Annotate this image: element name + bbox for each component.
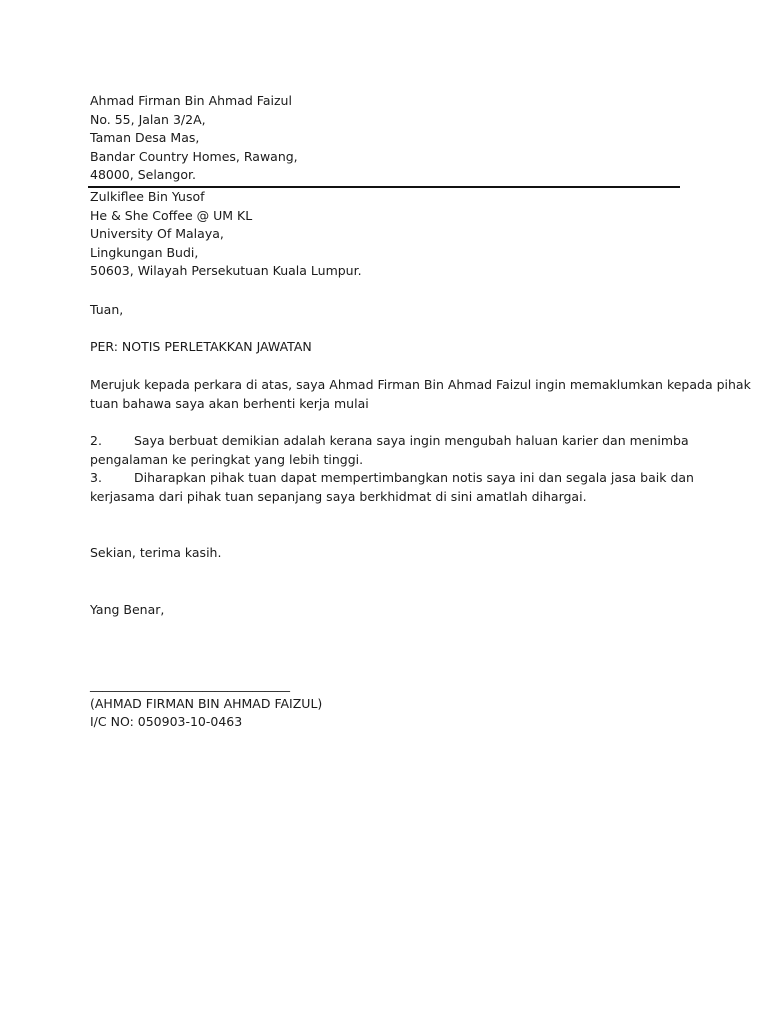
paragraph-1 — [90, 376, 751, 413]
recipient-name: Zulkiflee Bin Yusof — [90, 189, 205, 204]
paragraph-line: pengalaman ke peringkat yang lebih tinggi. — [90, 451, 364, 467]
sender-address-line: Bandar Country Homes, Rawang, — [90, 148, 298, 164]
paragraph-line: kerjasama dari pihak tuan sepanjang saya berkhidmat di sini amatlah dihargai. — [90, 488, 587, 504]
item-number: 3. — [90, 470, 102, 486]
closing-text: Sekian, terima kasih. — [90, 545, 222, 560]
subject-text: PER: NOTIS PERLETAKKAN JAWATAN — [90, 339, 312, 354]
closing — [90, 544, 680, 563]
signature-block — [90, 676, 680, 732]
signoff-text: Yang Benar, — [90, 602, 165, 617]
numbered-paragraphs — [90, 432, 694, 506]
paragraph-line: tuan bahawa saya akan berhenti kerja mulai — [90, 395, 369, 411]
salutation-text: Tuan, — [90, 302, 124, 317]
paragraph-line: Saya berbuat demikian adalah kerana saya ingin mengubah haluan karier dan menimba — [134, 433, 689, 448]
sender-address-line: No. 55, Jalan 3/2A, — [90, 111, 206, 127]
sender-address — [90, 92, 680, 185]
numbered-item-3 — [90, 469, 694, 488]
sender-address-line: Taman Desa Mas, — [90, 130, 200, 146]
subject-line — [90, 338, 680, 357]
signatory-name: (AHMAD FIRMAN BIN AHMAD FAIZUL) — [90, 695, 323, 711]
salutation — [90, 301, 680, 320]
recipient-address-line: Lingkungan Budi, — [90, 244, 199, 260]
signoff — [90, 601, 680, 620]
recipient-address-line: He & She Coffee @ UM KL — [90, 207, 253, 223]
sender-name: Ahmad Firman Bin Ahmad Faizul — [90, 93, 292, 108]
sender-address-line: 48000, Selangor. — [90, 167, 196, 183]
signature-line: ________________________________ — [90, 677, 290, 692]
paragraph-line: Merujuk kepada perkara di atas, saya Ahmad Firman Bin Ahmad Faizul ingin memaklumkan kepada pihak — [90, 377, 751, 392]
numbered-item-2 — [90, 432, 689, 451]
recipient-address-line: University Of Malaya, — [90, 226, 224, 242]
recipient-address-line: 50603, Wilayah Persekutuan Kuala Lumpur. — [90, 263, 362, 279]
ic-number: I/C NO: 050903-10-0463 — [90, 714, 243, 730]
item-number: 2. — [90, 433, 102, 448]
paragraph-line: Diharapkan pihak tuan dapat mempertimbangkan notis saya ini dan segala jasa baik dan — [134, 470, 694, 486]
recipient-address — [90, 188, 680, 281]
